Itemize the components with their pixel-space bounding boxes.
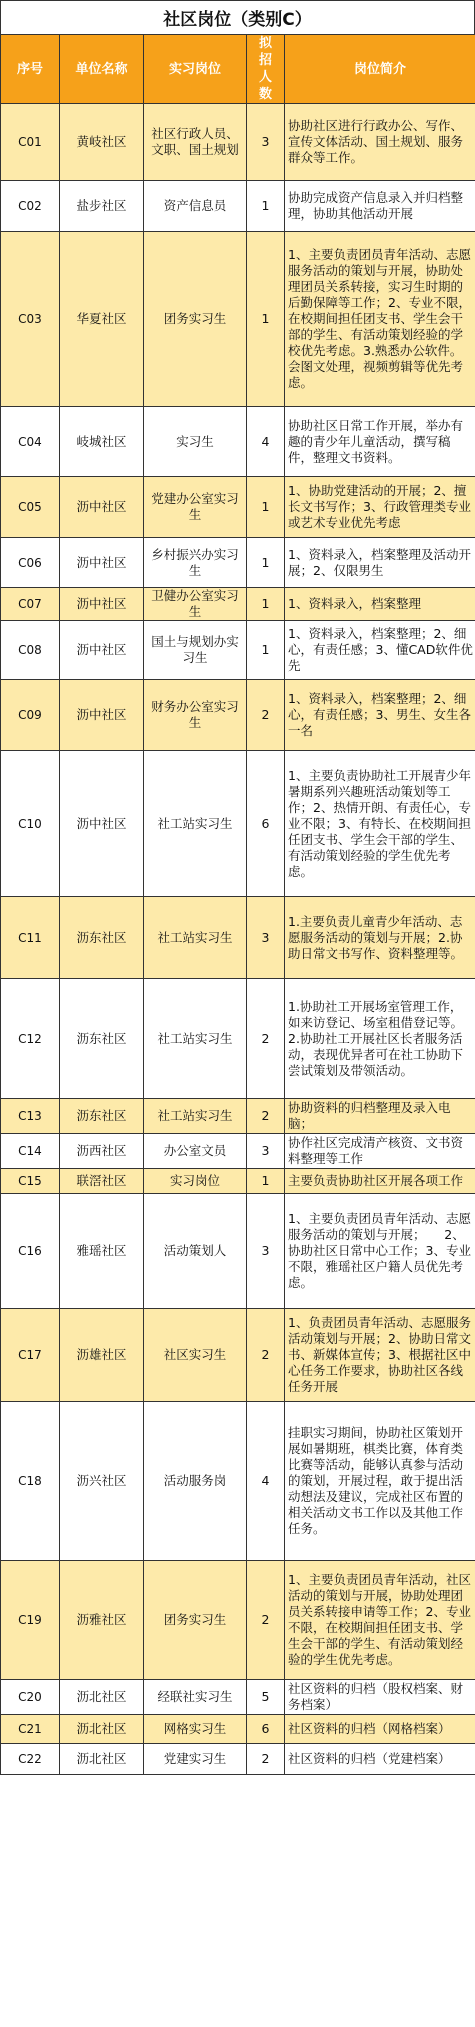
table-row bbox=[1, 181, 475, 232]
cell-job: 国土与规划办实习生 bbox=[144, 621, 247, 680]
cell-no: C01 bbox=[1, 104, 60, 181]
cell-job: 实习生 bbox=[144, 407, 247, 477]
table-row bbox=[1, 680, 475, 751]
cell-no: C20 bbox=[1, 1680, 60, 1715]
cell-no: C03 bbox=[1, 232, 60, 407]
cell-no: C09 bbox=[1, 680, 60, 751]
cell-unit: 黄岐社区 bbox=[60, 104, 144, 181]
cell-intro: 协助社区日常工作开展，举办有趣的青少年儿童活动，撰写稿件，整理文书资料。 bbox=[285, 407, 475, 477]
cell-unit: 岐城社区 bbox=[60, 407, 144, 477]
table-row bbox=[1, 1169, 475, 1194]
table-row bbox=[1, 477, 475, 538]
table-row bbox=[1, 1099, 475, 1134]
table-row bbox=[1, 538, 475, 588]
table-row bbox=[1, 104, 475, 181]
table-row bbox=[1, 979, 475, 1099]
cell-unit: 沥北社区 bbox=[60, 1715, 144, 1744]
cell-intro: 1、资料录入，档案整理 bbox=[285, 588, 475, 621]
cell-count: 3 bbox=[247, 104, 285, 181]
cell-job: 网格实习生 bbox=[144, 1715, 247, 1744]
cell-job: 资产信息员 bbox=[144, 181, 247, 232]
cell-intro: 1、资料录入，档案整理及活动开展；2、仅限男生 bbox=[285, 538, 475, 588]
table-row bbox=[1, 1134, 475, 1169]
cell-job: 社工站实习生 bbox=[144, 751, 247, 897]
cell-unit: 盐步社区 bbox=[60, 181, 144, 232]
header-count bbox=[247, 35, 285, 104]
cell-intro: 社区资料的归档（股权档案、财务档案） bbox=[285, 1680, 475, 1715]
cell-unit: 沥东社区 bbox=[60, 897, 144, 979]
cell-no: C12 bbox=[1, 979, 60, 1099]
cell-no: C15 bbox=[1, 1169, 60, 1194]
cell-no: C16 bbox=[1, 1194, 60, 1309]
header-job: 实习岗位 bbox=[144, 35, 247, 104]
cell-intro: 1、资料录入，档案整理；2、细心，有责任感；3、懂CAD软件优先 bbox=[285, 621, 475, 680]
cell-intro: 协助资料的归档整理及录入电脑； bbox=[285, 1099, 475, 1134]
cell-unit: 华夏社区 bbox=[60, 232, 144, 407]
cell-job: 社工站实习生 bbox=[144, 979, 247, 1099]
table-row bbox=[1, 1680, 475, 1715]
cell-job: 社区实习生 bbox=[144, 1309, 247, 1402]
positions-table bbox=[0, 34, 475, 1775]
cell-unit: 沥东社区 bbox=[60, 1099, 144, 1134]
cell-count: 1 bbox=[247, 588, 285, 621]
table-row bbox=[1, 1194, 475, 1309]
table-row bbox=[1, 751, 475, 897]
cell-no: C02 bbox=[1, 181, 60, 232]
cell-intro: 社区资料的归档（网格档案） bbox=[285, 1715, 475, 1744]
cell-count: 3 bbox=[247, 1134, 285, 1169]
header-intro: 岗位简介 bbox=[285, 35, 475, 104]
cell-job: 党建实习生 bbox=[144, 1744, 247, 1775]
cell-intro: 1、主要负责团员青年活动、志愿服务活动的策划与开展，协助处理团员关系转接，实习生时期的后勤保障等工作；2、专业不限，在校期间担任团支书、学生会干部的学生、有活动策划经验的学校优先考虑。3.熟悉办公软件。会图文处理，视频剪辑等优先考虑。 bbox=[285, 232, 475, 407]
cell-no: C19 bbox=[1, 1561, 60, 1680]
cell-no: C05 bbox=[1, 477, 60, 538]
cell-no: C08 bbox=[1, 621, 60, 680]
cell-job: 活动策划人 bbox=[144, 1194, 247, 1309]
cell-intro: 社区资料的归档（党建档案） bbox=[285, 1744, 475, 1775]
cell-intro: 挂职实习期间，协助社区策划开展如暑期班，棋类比赛，体育类比赛等活动，能够认真参与活动的策划，开展过程，敢于提出活动想法及建议，完成社区布置的相关活动文书工作以及其他工作任务。 bbox=[285, 1402, 475, 1561]
cell-unit: 沥中社区 bbox=[60, 621, 144, 680]
cell-unit: 沥雅社区 bbox=[60, 1561, 144, 1680]
cell-no: C17 bbox=[1, 1309, 60, 1402]
cell-no: C10 bbox=[1, 751, 60, 897]
table-row bbox=[1, 621, 475, 680]
cell-unit: 沥雄社区 bbox=[60, 1309, 144, 1402]
cell-no: C13 bbox=[1, 1099, 60, 1134]
cell-no: C21 bbox=[1, 1715, 60, 1744]
cell-job: 社工站实习生 bbox=[144, 897, 247, 979]
table-row bbox=[1, 1715, 475, 1744]
cell-job: 社工站实习生 bbox=[144, 1099, 247, 1134]
cell-intro: 主要负责协助社区开展各项工作 bbox=[285, 1169, 475, 1194]
cell-unit: 沥中社区 bbox=[60, 477, 144, 538]
cell-intro: 1.协助社工开展场室管理工作，如来访登记、场室租借登记等。2.协助社工开展社区长者服务活动，表现优异者可在社工协助下尝试策划及带领活动。 bbox=[285, 979, 475, 1099]
cell-job: 社区行政人员、文职、国土规划 bbox=[144, 104, 247, 181]
table-row bbox=[1, 1744, 475, 1775]
cell-unit: 沥北社区 bbox=[60, 1680, 144, 1715]
cell-no: C22 bbox=[1, 1744, 60, 1775]
table-row bbox=[1, 1561, 475, 1680]
cell-no: C07 bbox=[1, 588, 60, 621]
table-row bbox=[1, 897, 475, 979]
table-header-row bbox=[1, 35, 475, 104]
table-row bbox=[1, 407, 475, 477]
cell-no: C04 bbox=[1, 407, 60, 477]
cell-job: 活动服务岗 bbox=[144, 1402, 247, 1561]
cell-intro: 1、主要负责团员青年活动、志愿服务活动的策划与开展； 2、协助社区日常中心工作；3、专业不限，雅瑶社区户籍人员优先考虑。 bbox=[285, 1194, 475, 1309]
cell-job: 实习岗位 bbox=[144, 1169, 247, 1194]
cell-count: 2 bbox=[247, 979, 285, 1099]
cell-count: 2 bbox=[247, 1561, 285, 1680]
cell-intro: 1、资料录入，档案整理；2、细心，有责任感；3、男生、女生各一名 bbox=[285, 680, 475, 751]
cell-no: C14 bbox=[1, 1134, 60, 1169]
cell-job: 办公室文员 bbox=[144, 1134, 247, 1169]
cell-count: 2 bbox=[247, 1744, 285, 1775]
cell-count: 3 bbox=[247, 1194, 285, 1309]
cell-job: 团务实习生 bbox=[144, 1561, 247, 1680]
header-count-label: 拟招人数 bbox=[258, 36, 272, 102]
cell-unit: 雅瑶社区 bbox=[60, 1194, 144, 1309]
header-no: 序号 bbox=[1, 35, 60, 104]
table-row bbox=[1, 1309, 475, 1402]
cell-count: 5 bbox=[247, 1680, 285, 1715]
cell-unit: 沥北社区 bbox=[60, 1744, 144, 1775]
table-row bbox=[1, 1402, 475, 1561]
cell-count: 1 bbox=[247, 232, 285, 407]
cell-intro: 协助社区进行行政办公、写作、宣传文体活动、国土规划、服务群众等工作。 bbox=[285, 104, 475, 181]
cell-unit: 联滘社区 bbox=[60, 1169, 144, 1194]
cell-unit: 沥东社区 bbox=[60, 979, 144, 1099]
cell-intro: 协助完成资产信息录入并归档整理，协助其他活动开展 bbox=[285, 181, 475, 232]
cell-no: C06 bbox=[1, 538, 60, 588]
cell-job: 乡村振兴办实习生 bbox=[144, 538, 247, 588]
cell-intro: 1、主要负责协助社工开展青少年暑期系列兴趣班活动策划等工作；2、热情开朗、有责任心，专业不限；3、有特长、在校期间担任团支书、学生会干部的学生、有活动策划经验的学生优先考虑。 bbox=[285, 751, 475, 897]
cell-unit: 沥中社区 bbox=[60, 680, 144, 751]
cell-intro: 1.主要负责儿童青少年活动、志愿服务活动的策划与开展；2.协助日常文书写作、资料整理等。 bbox=[285, 897, 475, 979]
header-unit: 单位名称 bbox=[60, 35, 144, 104]
cell-count: 2 bbox=[247, 1099, 285, 1134]
cell-unit: 沥中社区 bbox=[60, 538, 144, 588]
cell-intro: 1、主要负责团员青年活动，社区活动的策划与开展，协助处理团员关系转接申请等工作；2、专业不限，在校期间担任团支书、学生会干部的学生、有活动策划经验的学生优先考虑。 bbox=[285, 1561, 475, 1680]
cell-count: 1 bbox=[247, 181, 285, 232]
cell-job: 经联社实习生 bbox=[144, 1680, 247, 1715]
cell-job: 财务办公室实习生 bbox=[144, 680, 247, 751]
cell-count: 4 bbox=[247, 1402, 285, 1561]
cell-count: 1 bbox=[247, 538, 285, 588]
cell-unit: 沥中社区 bbox=[60, 588, 144, 621]
cell-count: 6 bbox=[247, 751, 285, 897]
cell-count: 6 bbox=[247, 1715, 285, 1744]
cell-unit: 沥西社区 bbox=[60, 1134, 144, 1169]
sheet-title: 社区岗位（类别C） bbox=[0, 0, 475, 34]
cell-no: C18 bbox=[1, 1402, 60, 1561]
cell-count: 2 bbox=[247, 1309, 285, 1402]
cell-job: 卫健办公室实习生 bbox=[144, 588, 247, 621]
cell-count: 1 bbox=[247, 621, 285, 680]
cell-job: 党建办公室实习生 bbox=[144, 477, 247, 538]
cell-count: 3 bbox=[247, 897, 285, 979]
cell-count: 1 bbox=[247, 477, 285, 538]
cell-job: 团务实习生 bbox=[144, 232, 247, 407]
cell-count: 1 bbox=[247, 1169, 285, 1194]
table-row bbox=[1, 232, 475, 407]
cell-unit: 沥中社区 bbox=[60, 751, 144, 897]
cell-no: C11 bbox=[1, 897, 60, 979]
table-row bbox=[1, 588, 475, 621]
cell-intro: 1、协助党建活动的开展；2、擅长文书写作；3、行政管理类专业或艺术专业优先考虑 bbox=[285, 477, 475, 538]
cell-count: 2 bbox=[247, 680, 285, 751]
cell-count: 4 bbox=[247, 407, 285, 477]
cell-unit: 沥兴社区 bbox=[60, 1402, 144, 1561]
cell-intro: 1、负责团员青年活动、志愿服务活动策划与开展；2、协助日常文书、新媒体宣传；3、根据社区中心任务工作要求，协助社区各线任务开展 bbox=[285, 1309, 475, 1402]
table-body bbox=[1, 104, 475, 1775]
cell-intro: 协作社区完成清产核资、文书资料整理等工作 bbox=[285, 1134, 475, 1169]
